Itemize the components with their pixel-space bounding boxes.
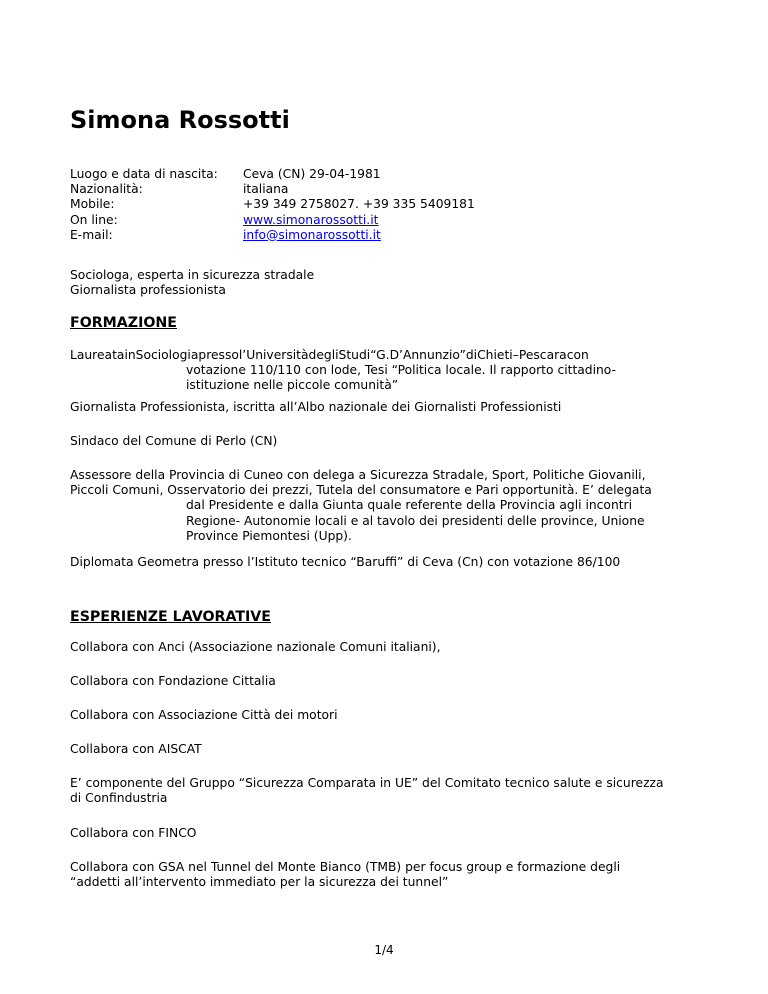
text-line: votazione 110/110 con lode, Tesi “Politica locale. Il rapporto cittadino- <box>186 363 617 378</box>
info-label: On line: <box>70 212 118 227</box>
page-number: 1/4 <box>374 943 394 957</box>
info-label: Mobile: <box>70 197 115 212</box>
info-label: Luogo e data di nascita: <box>70 167 218 181</box>
formazione-assessore <box>70 468 652 544</box>
esperienza-confindustria <box>70 776 664 806</box>
word: in <box>124 348 136 362</box>
text-line: dal Presidente e dalla Giunta quale referente della Provincia agli incontri <box>186 498 633 513</box>
word: con <box>566 348 589 362</box>
formazione-sindaco: Sindaco del Comune di Perlo (CN) <box>70 434 278 448</box>
esperienza-gsa <box>70 860 620 890</box>
personal-info <box>70 167 475 243</box>
text-line: “addetti all’intervento immediato per la sicurezza dei tunnel” <box>70 875 449 890</box>
text-line: istituzione nelle piccole comunità” <box>186 378 399 393</box>
info-row-birth <box>70 167 475 182</box>
word: “G. <box>370 348 390 362</box>
esperienza-cittalia: Collabora con Fondazione Cittalia <box>70 674 276 688</box>
website-link[interactable]: www.simonarossotti.it <box>243 212 379 227</box>
esperienza-finco: Collabora con FINCO <box>70 826 197 840</box>
text-line: Regione- Autonomie locali e al tavolo dei presidenti delle province, Unione <box>186 513 645 528</box>
esperienza-anci: Collabora con Anci (Associazione nazionale Comuni italiani), <box>70 640 441 654</box>
formazione-giornalista: Giornalista Professionista, iscritta all’Albo nazionale dei Giornalisti Professionisti <box>70 400 562 414</box>
word: Pescara <box>518 348 567 362</box>
info-value: Ceva (CN) 29-04-1981 <box>243 167 381 181</box>
text-line: E’ componente del Gruppo “Sicurezza Comparata in UE” del Comitato tecnico salute e sicurezza <box>70 776 664 790</box>
profile-summary <box>70 268 314 298</box>
word: Sociologia <box>135 348 199 362</box>
info-row-website <box>70 213 475 228</box>
text-line: Piccoli Comuni, Osservatorio dei prezzi, Tutela del consumatore e Pari opportunità. E’ delegata <box>70 483 652 498</box>
section-title-esperienze: ESPERIENZE LAVORATIVE <box>70 609 271 625</box>
word: degli <box>308 348 339 362</box>
text-line: Collabora con GSA nel Tunnel del Monte Bianco (TMB) per focus group e formazione degli <box>70 860 621 874</box>
word: Studi <box>338 348 371 362</box>
word: presso <box>198 348 239 362</box>
person-name: Simona Rossotti <box>70 106 290 134</box>
text-line: di Confindustria <box>70 791 168 806</box>
info-value: +39 349 2758027. +39 335 5409181 <box>243 197 475 212</box>
word: di <box>465 348 478 362</box>
profile-line: Sociologa, esperta in sicurezza stradale <box>70 268 315 282</box>
info-label: Nazionalità: <box>70 182 143 197</box>
word: l’Università <box>238 348 309 362</box>
email-link[interactable]: info@simonarossotti.it <box>243 227 381 242</box>
formazione-diploma: Diplomata Geometra presso l’Istituto tecnico “Baruffi” di Ceva (Cn) con votazione 86/100 <box>70 555 621 569</box>
info-label: E-mail: <box>70 227 113 242</box>
info-value: italiana <box>243 182 289 197</box>
word: Chieti <box>477 348 513 362</box>
esperienza-aiscat: Collabora con AISCAT <box>70 742 202 756</box>
word: – <box>512 348 519 362</box>
word: D’Annunzio” <box>389 348 466 362</box>
profile-line: Giornalista professionista <box>70 283 226 298</box>
info-row-mobile <box>70 197 475 212</box>
text-line: Assessore della Provincia di Cuneo con delega a Sicurezza Stradale, Sport, Politiche Giovanili, <box>70 468 646 482</box>
section-title-formazione: FORMAZIONE <box>70 315 177 331</box>
esperienza-motori: Collabora con Associazione Città dei motori <box>70 708 338 722</box>
info-row-email <box>70 228 475 243</box>
formazione-laurea <box>70 348 698 394</box>
info-row-nationality <box>70 182 475 197</box>
text-line: Province Piemontesi (Upp). <box>186 528 352 543</box>
word: Laureata <box>70 348 125 362</box>
